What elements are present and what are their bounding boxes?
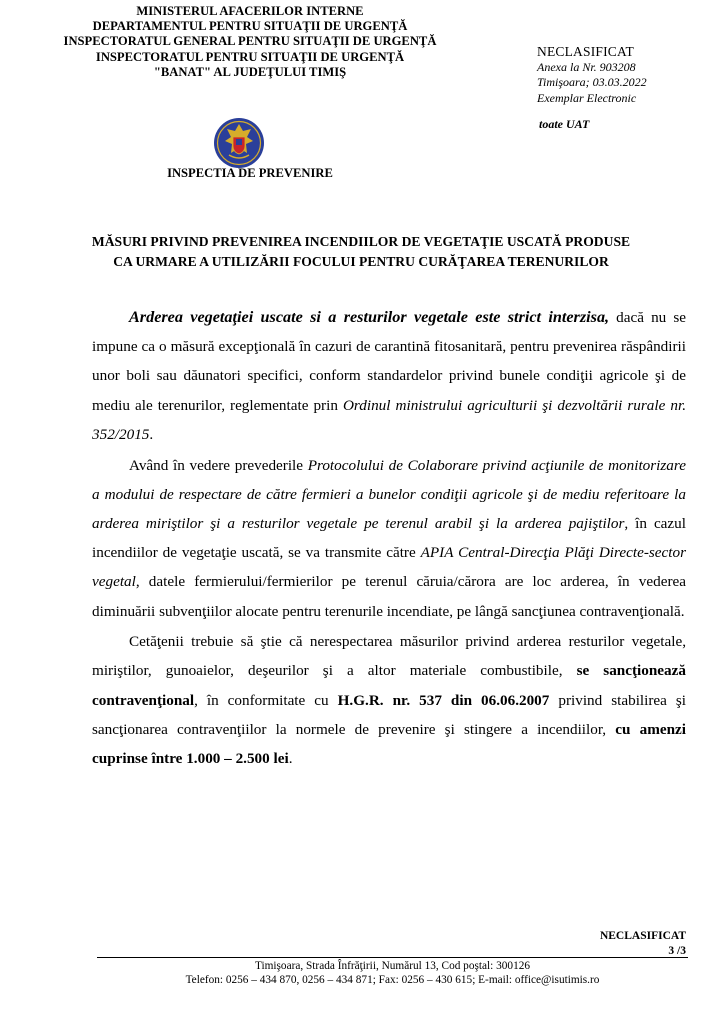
paragraph (92, 303, 686, 449)
page-number: 3 /3 (668, 945, 686, 957)
paragraph-text: , în cazul incendiilor de vegetaţie uscată, se va transmite către (92, 514, 686, 562)
protocol-reference: Protocolului de Colaborare privind acţiunile de monitorizare a modului de respectare de către fermieri a bunelor condiţii agricole şi de mediu referitoare la arderea miriştilor şi a resturilor vegetale pe terenul arabil şi la arderea pajiştilor (92, 456, 686, 532)
document-body (92, 303, 686, 775)
paragraph-text: , datele fermierului/fermierilor pe terenul căruia/cărora are loc arderea, în vederea diminuării subvenţiilor alocate pentru terenurile incendiate, pe lângă sancţiunea contravenţională. (92, 573, 686, 620)
institution-header (30, 4, 470, 80)
hgr-reference: H.G.R. nr. 537 din 06.06.2007 (337, 691, 550, 709)
paragraph-end: . (149, 425, 154, 443)
document-title (40, 232, 682, 272)
inspection-label: INSPECTIA DE PREVENIRE (167, 166, 333, 180)
paragraph (92, 451, 686, 626)
paragraph-text: privind stabilirea şi sancţionarea contravenţiilor la normele de prevenire şi stingere a incendiilor, (92, 691, 687, 738)
paragraph-text: Având în vedere prevederile (129, 456, 308, 474)
title-line: MĂSURI PRIVIND PREVENIREA INCENDIILOR DE VEGETAŢIE USCATĂ PRODUSE (91, 234, 631, 249)
title-line: CA URMARE A UTILIZĂRII FOCULUI PENTRU CURĂŢAREA TERENURILOR (113, 254, 609, 269)
institution-line: "BANAT" AL JUDEŢULUI TIMIŞ (153, 64, 347, 79)
sanction-emphasis: se sancţionează contravenţional (92, 662, 686, 709)
annex-number: Anexa la Nr. 903208 (537, 59, 636, 74)
institution-line: DEPARTAMENTUL PENTRU SITUAŢII DE URGENŢĂ (92, 19, 408, 34)
institution-line: INSPECTORATUL PENTRU SITUAŢII DE URGENŢĂ (95, 49, 405, 64)
paragraph-text: dacă nu se impune ca o măsură excepţională în cazuri de carantină fitosanitară, pentru prevenirea răspândirii unor boli sau dăunatori specifici, conform standardelor privind bunele condiţii agricole şi de mediu ale terenurilor, reglementate prin (92, 309, 687, 414)
institution-line: MINISTERUL AFACERILOR INTERNE (136, 4, 364, 18)
paragraph-end: . (288, 750, 293, 768)
paragraph-lead: Arderea vegetaţiei uscate si a resturilor vegetale este strict interzisa, (129, 308, 610, 326)
footer-phone-email: Telefon: 0256 – 434 870, 0256 – 434 871; Fax: 0256 – 430 615; E-mail: office@isutimis.ro (185, 974, 600, 986)
paragraph-text: , în conformitate cu (194, 691, 338, 709)
fines-emphasis: cu amenzi cuprinse între 1.000 – 2.500 lei (92, 720, 686, 768)
classification-bottom: NECLASIFICAT (599, 930, 686, 942)
emblem-icon (213, 115, 265, 171)
recipients: toate UAT (539, 117, 590, 131)
paragraph (92, 627, 686, 773)
footer-classification (560, 929, 686, 959)
copy-type: Exemplar Electronic (537, 90, 637, 105)
document-reference (537, 44, 647, 131)
institution-line: INSPECTORATUL GENERAL PENTRU SITUAŢII DE URGENŢĂ (63, 34, 437, 49)
footer-divider (97, 957, 688, 958)
apia-reference: APIA Central-Direcţia Plăţi Directe-sector vegetal (92, 544, 686, 591)
paragraph-text: Cetăţenii trebuie să ştie că nerespectarea măsurilor privind arderea resturilor vegetale, miriştilor, gunoaielor, deşeurilor şi a altor materiale combustibile, (92, 633, 686, 680)
place-date: Timişoara; 03.03.2022 (537, 75, 647, 89)
classification-top: NECLASIFICAT (537, 44, 634, 59)
footer-contact (97, 959, 688, 987)
footer-address: Timişoara, Strada Înfrăţirii, Numărul 13, Cod poştal: 300126 (254, 960, 531, 972)
order-reference: Ordinul ministrului agriculturii şi dezvoltării rurale nr. 352/2015 (92, 396, 686, 443)
